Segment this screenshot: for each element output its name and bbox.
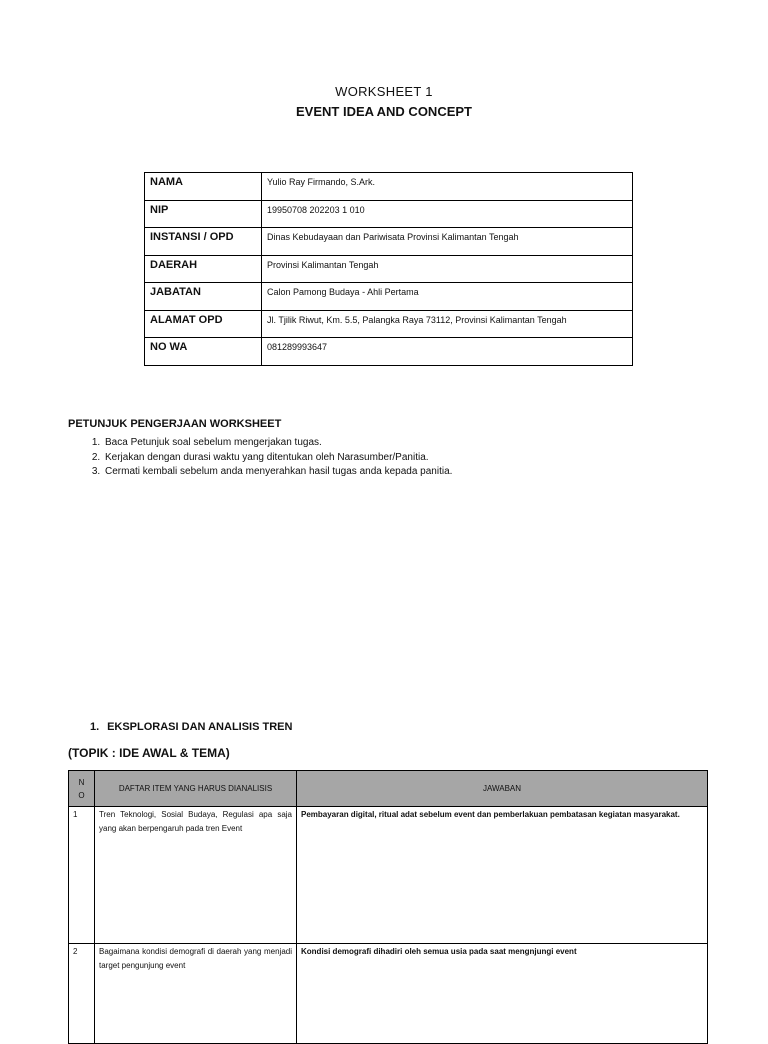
instructions-heading: PETUNJUK PENGERJAAN WORKSHEET <box>68 418 282 430</box>
instruction-item: 1. Baca Petunjuk soal sebelum mengerjakan tugas. <box>103 436 452 451</box>
worksheet-number-title: WORKSHEET 1 <box>335 84 433 99</box>
identity-label: DAERAH <box>145 255 262 283</box>
row-item: Tren Teknologi, Sosial Budaya, Regulasi apa saja yang akan berpengaruh pada tren Event <box>95 807 297 944</box>
section-number: 1. <box>90 721 100 733</box>
identity-row <box>145 310 633 338</box>
row-answer: Pembayaran digital, ritual adat sebelum event dan pemberlakuan pembatasan kegiatan masyarakat. <box>297 807 708 944</box>
topic-heading: (TOPIK : IDE AWAL & TEMA) <box>68 746 230 760</box>
analysis-table <box>68 770 708 1044</box>
row-number: 2 <box>69 944 95 1044</box>
instructions-list <box>68 436 452 480</box>
identity-value: Provinsi Kalimantan Tengah <box>262 255 633 283</box>
identity-label: INSTANSI / OPD <box>145 228 262 256</box>
row-answer: Kondisi demografi dihadiri oleh semua usia pada saat mengnjungi event <box>297 944 708 1044</box>
analysis-header-row <box>69 771 708 807</box>
row-number: 1 <box>69 807 95 944</box>
identity-label: JABATAN <box>145 283 262 311</box>
section-heading <box>90 721 292 733</box>
header-no-line2: O <box>78 790 85 800</box>
row-item: Bagaimana kondisi demografi di daerah yang menjadi target pengunjung event <box>95 944 297 1044</box>
identity-value: Yulio Ray Firmando, S.Ark. <box>262 173 633 201</box>
identity-value: Calon Pamong Budaya - Ahli Pertama <box>262 283 633 311</box>
identity-row <box>145 283 633 311</box>
header-no <box>69 771 95 807</box>
identity-value: 19950708 202203 1 010 <box>262 200 633 228</box>
instruction-item: 3. Cermati kembali sebelum anda menyerahkan hasil tugas anda kepada panitia. <box>103 465 452 480</box>
identity-label: NIP <box>145 200 262 228</box>
identity-value: Dinas Kebudayaan dan Pariwisata Provinsi Kalimantan Tengah <box>262 228 633 256</box>
identity-label: NO WA <box>145 338 262 366</box>
identity-row <box>145 255 633 283</box>
identity-row <box>145 228 633 256</box>
identity-row <box>145 338 633 366</box>
header-answer: JAWABAN <box>297 771 708 807</box>
identity-row <box>145 200 633 228</box>
section-title: EKSPLORASI DAN ANALISIS TREN <box>107 721 293 733</box>
identity-label: ALAMAT OPD <box>145 310 262 338</box>
worksheet-main-title: EVENT IDEA AND CONCEPT <box>296 104 472 119</box>
header-no-line1: N <box>78 777 85 787</box>
identity-label: NAMA <box>145 173 262 201</box>
identity-row <box>145 173 633 201</box>
identity-value: 081289993647 <box>262 338 633 366</box>
table-row <box>69 807 708 944</box>
identity-table <box>144 172 633 366</box>
table-row <box>69 944 708 1044</box>
instruction-item: 2. Kerjakan dengan durasi waktu yang ditentukan oleh Narasumber/Panitia. <box>103 451 452 466</box>
header-item: DAFTAR ITEM YANG HARUS DIANALISIS <box>95 771 297 807</box>
identity-value: Jl. Tjilik Riwut, Km. 5.5, Palangka Raya 73112, Provinsi Kalimantan Tengah <box>262 310 633 338</box>
